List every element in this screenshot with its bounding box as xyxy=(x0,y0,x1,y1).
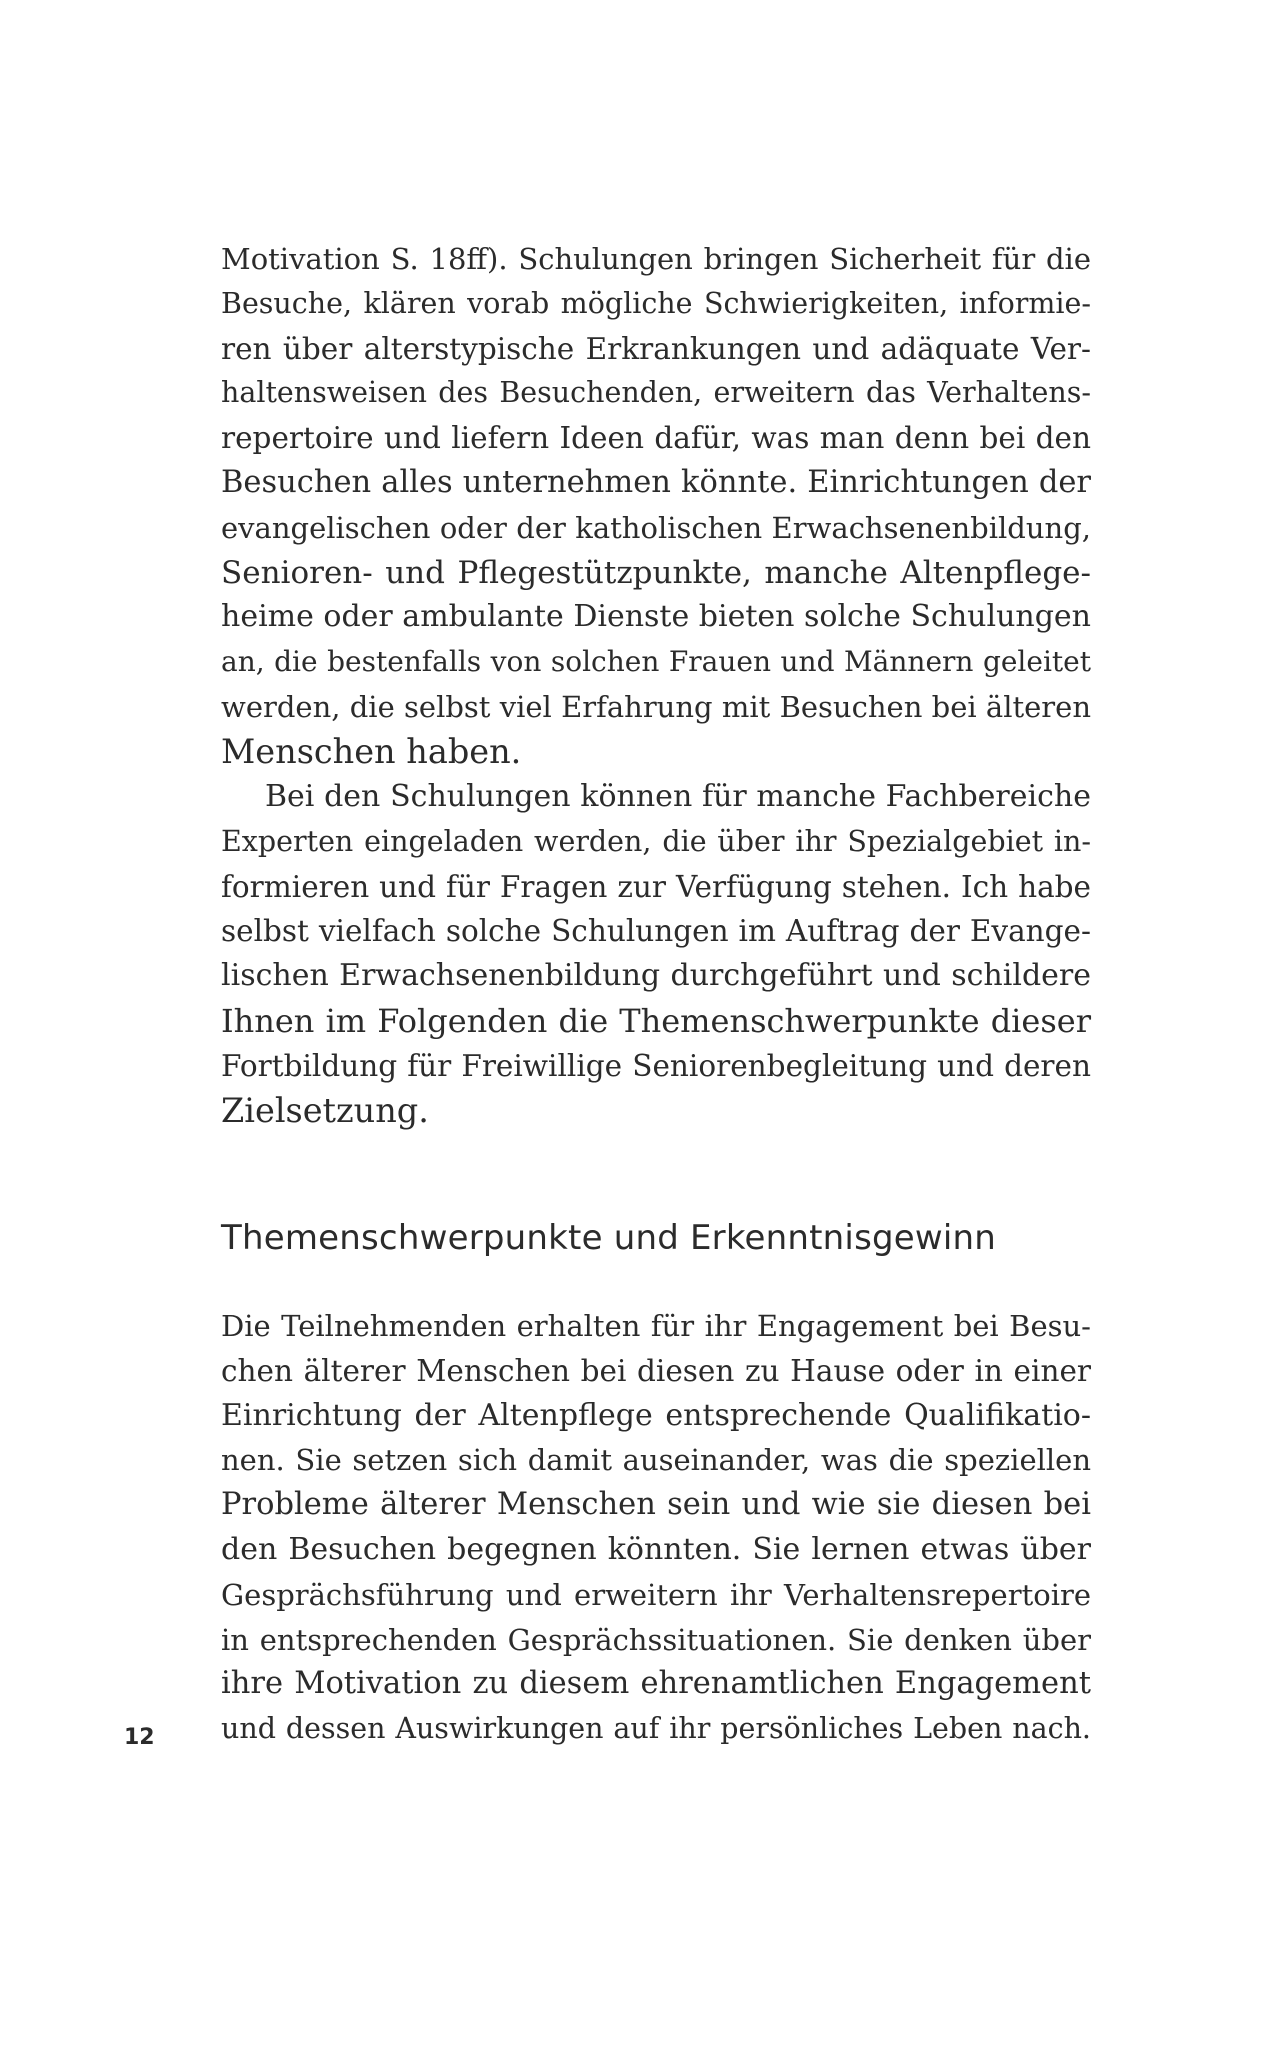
text-line: lischen Erwachsenenbildung durchgeführt und schildere xyxy=(221,958,1091,994)
text-line: Fortbildung für Freiwillige Seniorenbegleitung und deren xyxy=(221,1048,1091,1083)
text-line: Bei den Schulungen können für manche Fachbereiche xyxy=(265,779,1091,814)
text-line: und dessen Auswirkungen auf ihr persönliches Leben nach. xyxy=(221,1712,1091,1746)
text-line: repertoire und liefern Ideen dafür, was man denn bei den xyxy=(221,421,1091,456)
text-line: Menschen haben. xyxy=(221,731,522,771)
text-line: chen älterer Menschen bei diesen zu Hause oder in einer xyxy=(221,1353,1091,1388)
text-line: in entsprechenden Gesprächssituationen. Sie denken über xyxy=(221,1622,1091,1657)
text-line: nen. Sie setzen sich damit auseinander, was die speziellen xyxy=(221,1443,1091,1478)
text-line: werden, die selbst viel Erfahrung mit Besuchen bei älteren xyxy=(221,689,1091,724)
text-line: Senioren- und Pflegestützpunkte, manche Altenpflege- xyxy=(221,554,1091,591)
text-line: Experten eingeladen werden, die über ihr Spezialgebiet in- xyxy=(221,824,1091,858)
text-line: Probleme älterer Menschen sein und wie sie diesen bei xyxy=(221,1487,1091,1523)
paragraph-schulungen xyxy=(221,237,1091,775)
text-line: Besuche, klären vorab mögliche Schwierigkeiten, informie- xyxy=(221,286,1091,320)
paragraph-experten xyxy=(221,775,1091,1133)
text-line: selbst vielfach solche Schulungen im Auftrag der Evange- xyxy=(221,914,1091,949)
section-heading: Themenschwerpunkte und Erkenntnisgewinn xyxy=(221,1218,997,1258)
text-line: haltensweisen des Besuchenden, erweitern das Verhaltens- xyxy=(221,376,1091,410)
page-number: 12 xyxy=(124,1725,155,1750)
text-line: Zielsetzung. xyxy=(221,1090,429,1130)
text-line: Gesprächsführung und erweitern ihr Verhaltensrepertoire xyxy=(221,1577,1091,1612)
text-line: evangelischen oder der katholischen Erwachsenenbildung, xyxy=(221,510,1091,545)
text-line: Die Teilnehmenden erhalten für ihr Engagement bei Besu- xyxy=(221,1309,1091,1343)
text-line: ihre Motivation zu diesem ehrenamtlichen Engagement xyxy=(221,1666,1091,1702)
text-line: Einrichtung der Altenpflege entsprechende Qualifikatio- xyxy=(221,1397,1091,1433)
text-line: formieren und für Fragen zur Verfügung stehen. Ich habe xyxy=(221,869,1091,904)
text-line: Ihnen im Folgenden die Themenschwerpunkte dieser xyxy=(221,1001,1091,1040)
text-line: an, die bestenfalls von solchen Frauen und Männern geleitet xyxy=(221,645,1091,679)
text-line: den Besuchen begegnen könnten. Sie lernen etwas über xyxy=(221,1531,1091,1567)
paragraph-teilnehmende xyxy=(221,1304,1091,1752)
text-line: Besuchen alles unternehmen könnte. Einrichtungen der xyxy=(221,464,1091,500)
text-line: heime oder ambulante Dienste bieten solche Schulungen xyxy=(221,599,1091,635)
text-line: ren über alterstypische Erkrankungen und adäquate Ver- xyxy=(221,331,1091,366)
text-line: Motivation S. 18ff). Schulungen bringen Sicherheit für die xyxy=(221,242,1091,276)
